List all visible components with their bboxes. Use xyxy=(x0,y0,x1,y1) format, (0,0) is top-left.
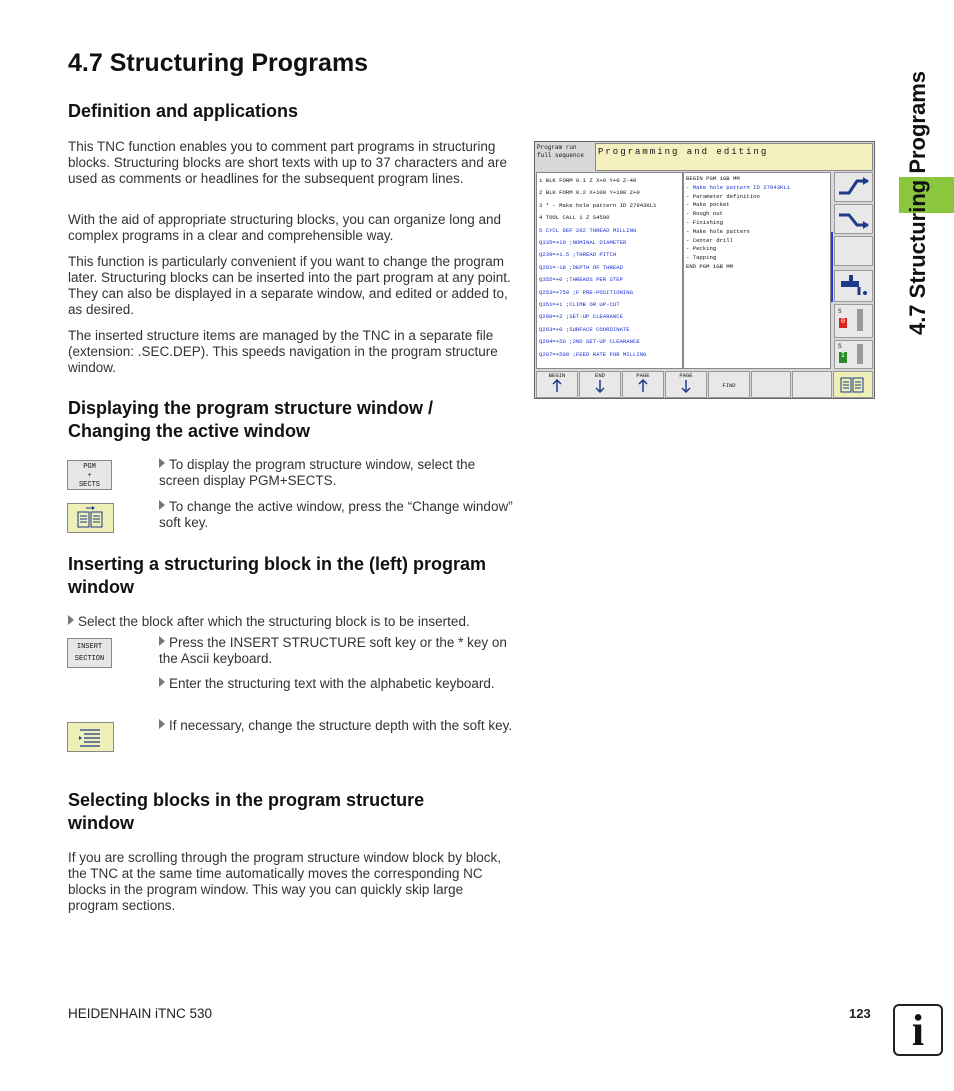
structure-line: - Finishing xyxy=(686,218,723,226)
program-line: 2 BLK FORM 0.2 X+100 Y+100 Z+0 xyxy=(539,189,640,197)
paragraph: With the aid of appropriate structuring blocks, you can organize long and complex programs in a clear and comprehensible way. xyxy=(68,212,502,243)
section-heading-definition: Definition and applications xyxy=(68,101,299,121)
structure-window xyxy=(683,172,831,369)
scrollbar xyxy=(831,232,833,302)
footer-product: HEIDENHAIN iTNC 530 xyxy=(68,1006,213,1021)
step-arrow-icon xyxy=(159,458,165,468)
instruction-step: If necessary, change the structure depth with the soft key. xyxy=(159,718,514,734)
info-icon: i xyxy=(893,1004,943,1056)
instruction-step: To display the program structure window, select the screen display PGM+SECTS. xyxy=(159,457,476,488)
section-heading-selecting: Selecting blocks in the program structure window xyxy=(68,790,425,833)
instruction-step: Enter the structuring text with the alphabetic keyboard. xyxy=(159,676,514,692)
program-line: Q201=-18 ;DEPTH OF THREAD xyxy=(539,263,623,271)
change-window-icon xyxy=(834,172,873,202)
program-line: Q351=+1 ;CLIMB OR UP-CUT xyxy=(539,301,620,309)
page-number: 123 xyxy=(849,1006,871,1021)
structure-line: - Make pocket xyxy=(686,201,730,209)
spindle-on-icon: S I xyxy=(834,340,873,369)
program-window xyxy=(536,172,683,369)
structure-line: - Make hole pattern xyxy=(686,227,750,235)
coolant-icon xyxy=(834,270,873,302)
instruction-step: To change the active window, press the “Change window” soft key. xyxy=(159,499,513,530)
change-window-softkey-icon xyxy=(67,503,114,533)
softkey-page-down: PAGE xyxy=(665,371,707,398)
instruction-step: Select the block after which the structuring block is to be inserted. xyxy=(68,614,518,630)
side-chapter-title: 4.7 Structuring Programs xyxy=(905,70,930,336)
softkey-page-up: PAGE xyxy=(622,371,664,398)
paragraph: The inserted structure items are managed by the TNC in a separate file (extension: .SEC.DEP). This speeds navigation in the program structure window. xyxy=(68,328,498,375)
program-line: Q335=+10 ;NOMINAL DIAMETER xyxy=(539,239,627,247)
page-title: 4.7 Structuring Programs xyxy=(68,49,369,77)
step-arrow-icon xyxy=(159,719,165,729)
structure-line: - Center drill xyxy=(686,236,733,244)
softkey-begin: BEGIN xyxy=(536,371,578,398)
structure-line: - Parameter definition xyxy=(686,192,760,200)
insert-section-softkey: INSERT SECTION xyxy=(67,638,112,668)
program-line: Q239=+1.5 ;THREAD PITCH xyxy=(539,251,617,259)
spindle-off-icon: S 0 xyxy=(834,304,873,338)
program-line: 3 * - Make hole pattern ID 27943KL1 xyxy=(539,201,657,209)
mode-indicator-right: Programming and editing xyxy=(595,143,873,171)
program-line: Q355=+0 ;THREADS PER STEP xyxy=(539,276,623,284)
paragraph: This TNC function enables you to comment part programs in structuring blocks. Structuring blocks are short texts with up to 37 characters and are used as comments or headlines for the subsequent program lines. xyxy=(68,139,507,186)
blank-key xyxy=(834,236,873,266)
step-arrow-icon xyxy=(159,677,165,687)
mode-indicator-left: Program run full sequence xyxy=(537,144,584,159)
program-line: 1 BLK FORM 0.1 Z X+0 Y+0 Z-40 xyxy=(539,177,637,184)
change-window-softkey-icon xyxy=(833,371,873,398)
tnc-screen-image xyxy=(534,141,875,399)
structure-line: - Tapping xyxy=(686,254,717,262)
structure-line: END PGM 1GB MM xyxy=(686,262,733,270)
paragraph: If you are scrolling through the program structure window block by block, the TNC at the same time automatically moves the corresponding NC blocks in the program window. This way you can quickly skip large program sections. xyxy=(68,850,501,913)
program-line: Q203=+0 ;SURFACE COORDINATE xyxy=(539,325,630,333)
structure-line: - Make hole pattern ID 27943KL1 xyxy=(686,183,791,191)
program-line: Q204=+50 ;2ND SET-UP CLEARANCE xyxy=(539,338,640,346)
structure-line: - Pecking xyxy=(686,245,717,253)
change-window-icon xyxy=(834,204,873,234)
program-line: Q207=+500 ;FEED RATE FOR MILLING xyxy=(539,350,647,358)
softkey-end: END xyxy=(579,371,621,398)
section-heading-display: Displaying the program structure window / Changing the active window xyxy=(68,398,434,441)
instruction-step: Press the INSERT STRUCTURE soft key or the * key on the Ascii keyboard. xyxy=(159,635,507,666)
program-line: Q200=+2 ;SET-UP CLEARANCE xyxy=(539,313,623,321)
pgm-sects-softkey: PGM + SECTS xyxy=(67,460,112,490)
paragraph: This function is particularly convenient if you want to change the program later. Structuring blocks can be inserted into the part program at any point. They can also be displayed in a separate window, and edited or added to, as desired. xyxy=(68,254,511,317)
step-arrow-icon xyxy=(159,500,165,510)
step-arrow-icon xyxy=(68,615,74,625)
section-heading-insert: Inserting a structuring block in the (left) program window xyxy=(68,554,487,597)
softkey-blank xyxy=(751,371,791,398)
program-line: Q253=+750 ;F PRE-POSITIONING xyxy=(539,288,633,296)
structure-depth-softkey-icon xyxy=(67,722,114,752)
softkey-find: FIND xyxy=(708,371,750,398)
step-arrow-icon xyxy=(159,636,165,646)
program-line: 4 TOOL CALL 1 Z S4500 xyxy=(539,214,610,222)
softkey-blank xyxy=(792,371,832,398)
structure-line: BEGIN PGM 1GB MM xyxy=(686,175,740,182)
structure-line: - Rough out xyxy=(686,210,723,218)
program-line: 5 CYCL DEF 202 THREAD MILLING xyxy=(539,226,637,234)
